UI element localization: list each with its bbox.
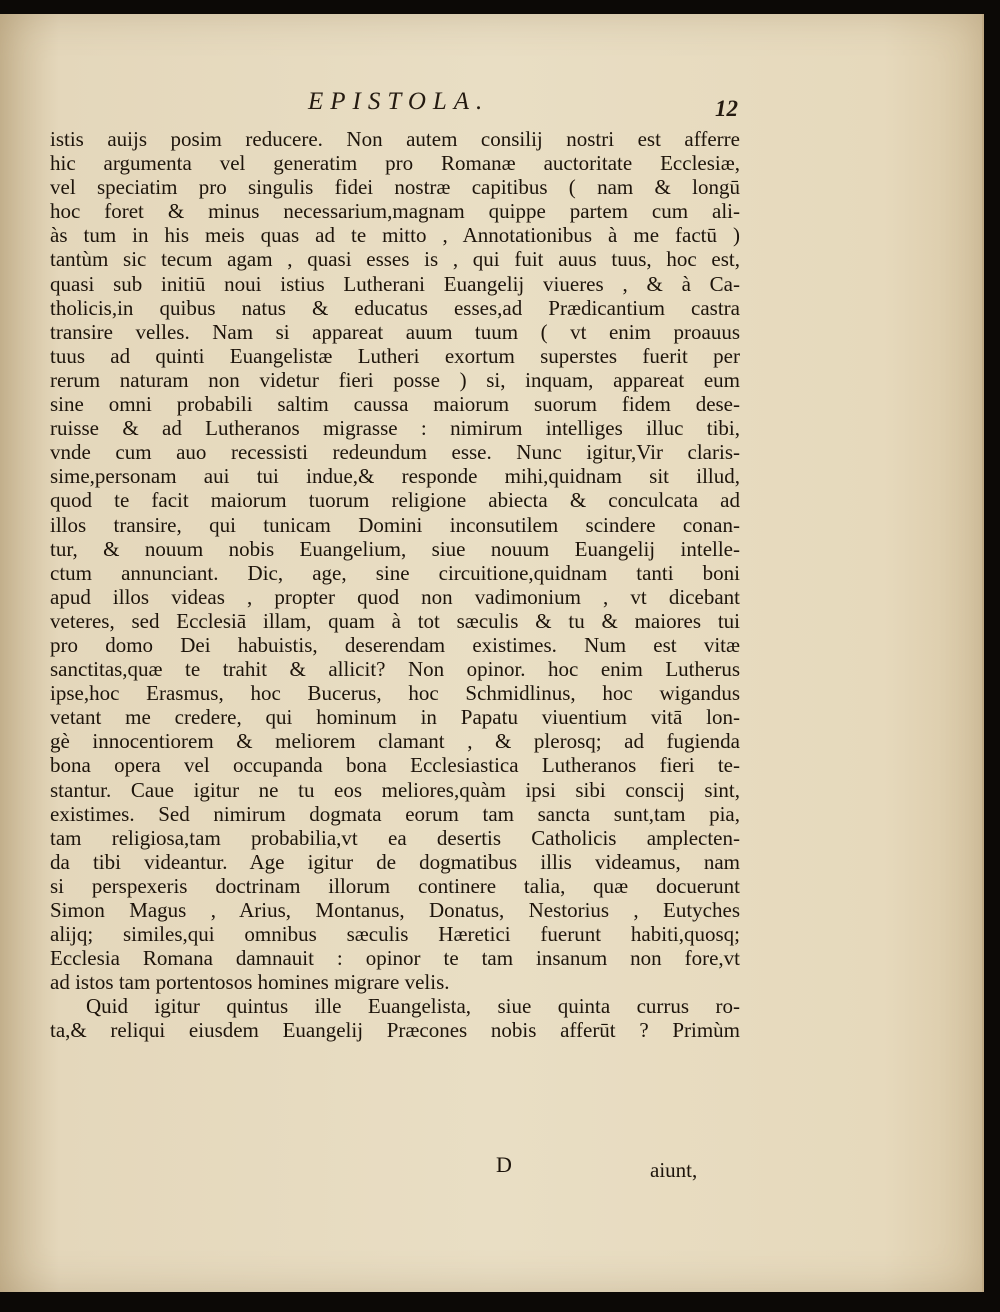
text-line: Quid igitur quintus ille Euangelista, siue quinta currus ro- — [86, 994, 740, 1019]
text-line: vnde cum auo recessisti redeundum esse. Nunc igitur,Vir claris- — [50, 440, 740, 465]
text-line: transire velles. Nam si appareat auum tuum ( vt enim proauus — [50, 319, 740, 344]
text-line: sime,personam aui tui indue,& responde mihi,quidnam sit illud, — [50, 464, 740, 489]
text-line: existimes. Sed nimirum dogmata eorum tam sancta sunt,tam pia, — [50, 801, 740, 826]
text-line: bona opera vel occupanda bona Ecclesiastica Lutheranos fieri te- — [50, 753, 740, 778]
text-line: ta,& reliqui eiusdem Euangelij Præcones nobis afferūt ? Primùm — [50, 1018, 740, 1043]
text-line: tuus ad quinti Euangelistæ Lutheri exortum superstes fuerit per — [50, 343, 740, 368]
text-line: pro domo Dei habuistis, deserendam existimes. Num est vitæ — [50, 632, 740, 657]
text-line: hic argumenta vel generatim pro Romanæ auctoritate Ecclesiæ, — [50, 151, 740, 176]
text-line: gè innocentiorem & meliorem clamant , & plerosq; ad fugienda — [50, 729, 740, 754]
text-line: vel speciatim pro singulis fidei nostræ capitibus ( nam & longū — [50, 175, 740, 200]
text-line: stantur. Caue igitur ne tu eos meliores,quàm ipsi sibi conscij sint, — [50, 777, 740, 802]
text-line: ctum annunciant. Dic, age, sine circuitione,quidnam tanti boni — [50, 560, 740, 585]
text-line: às tum in his meis quas ad te mitto , Annotationibus à me factū ) — [50, 223, 740, 248]
text-line: Ecclesia Romana damnauit : opinor te tam insanum non fore,vt — [50, 946, 740, 971]
catchword: aiunt, — [650, 1158, 698, 1182]
text-line: da tibi videantur. Age igitur de dogmatibus illis videamus, nam — [50, 849, 740, 874]
text-line: Simon Magus , Arius, Montanus, Donatus, Nestorius , Eutyches — [50, 898, 740, 922]
text-line: istis auijs posim reducere. Non autem consilij nostri est afferre — [50, 127, 740, 151]
text-line: illos transire, qui tunicam Domini inconsutilem scindere conan- — [50, 512, 740, 537]
text-line: apud illos videas , propter quod non vadimonium , vt dicebant — [50, 584, 740, 609]
text-line: tholicis,in quibus natus & educatus esses,ad Prædicantium castra — [50, 295, 740, 320]
text-line: sine omni probabili saltim caussa maiorum suorum fidem dese- — [50, 392, 740, 417]
text-line: ipse,hoc Erasmus, hoc Bucerus, hoc Schmidlinus, hoc wigandus — [50, 681, 740, 706]
body-text — [50, 127, 740, 1043]
text-line: rerum naturam non videtur fieri posse ) si, inquam, appareat eum — [50, 367, 740, 392]
text-line: sanctitas,quæ te trahit & allicit? Non opinor. hoc enim Lutherus — [50, 657, 740, 682]
text-line: tur, & nouum nobis Euangelium, siue nouum Euangelij intelle- — [50, 536, 740, 561]
running-head: EPISTOLA. — [308, 88, 490, 115]
text-line: ad istos tam portentosos homines migrare velis. — [50, 970, 450, 995]
text-line: ruisse & ad Lutheranos migrasse : nimirum intelliges illuc tibi, — [50, 416, 740, 441]
text-line: hoc foret & minus necessarium,magnam quippe partem cum ali- — [50, 199, 740, 224]
text-line: quod te facit maiorum tuorum religione abiecta & conculcata ad — [50, 488, 740, 513]
book-page — [0, 14, 984, 1292]
page-header — [60, 88, 750, 122]
text-line: alijq; similes,qui omnibus sæculis Hæretici fuerunt habiti,quosq; — [50, 922, 740, 947]
page-number: 12 — [715, 96, 738, 121]
page-footer — [50, 1152, 740, 1182]
text-line: vetant me credere, qui hominum in Papatu viuentium vitā lon- — [50, 705, 740, 730]
text-line: si perspexeris doctrinam illorum continere talia, quæ docuerunt — [50, 873, 740, 898]
signature-mark: D — [496, 1152, 512, 1177]
text-line: veteres, sed Ecclesiā illam, quam à tot sæculis & tu & maiores tui — [50, 608, 740, 633]
text-line: quasi sub initiū noui istius Lutherani Euangelij viueres , & à Ca- — [50, 271, 740, 296]
text-line: tantùm sic tecum agam , quasi esses is , qui fuit auus tuus, hoc est, — [50, 247, 740, 272]
text-line: tam religiosa,tam probabilia,vt ea desertis Catholicis amplecten- — [50, 825, 740, 850]
